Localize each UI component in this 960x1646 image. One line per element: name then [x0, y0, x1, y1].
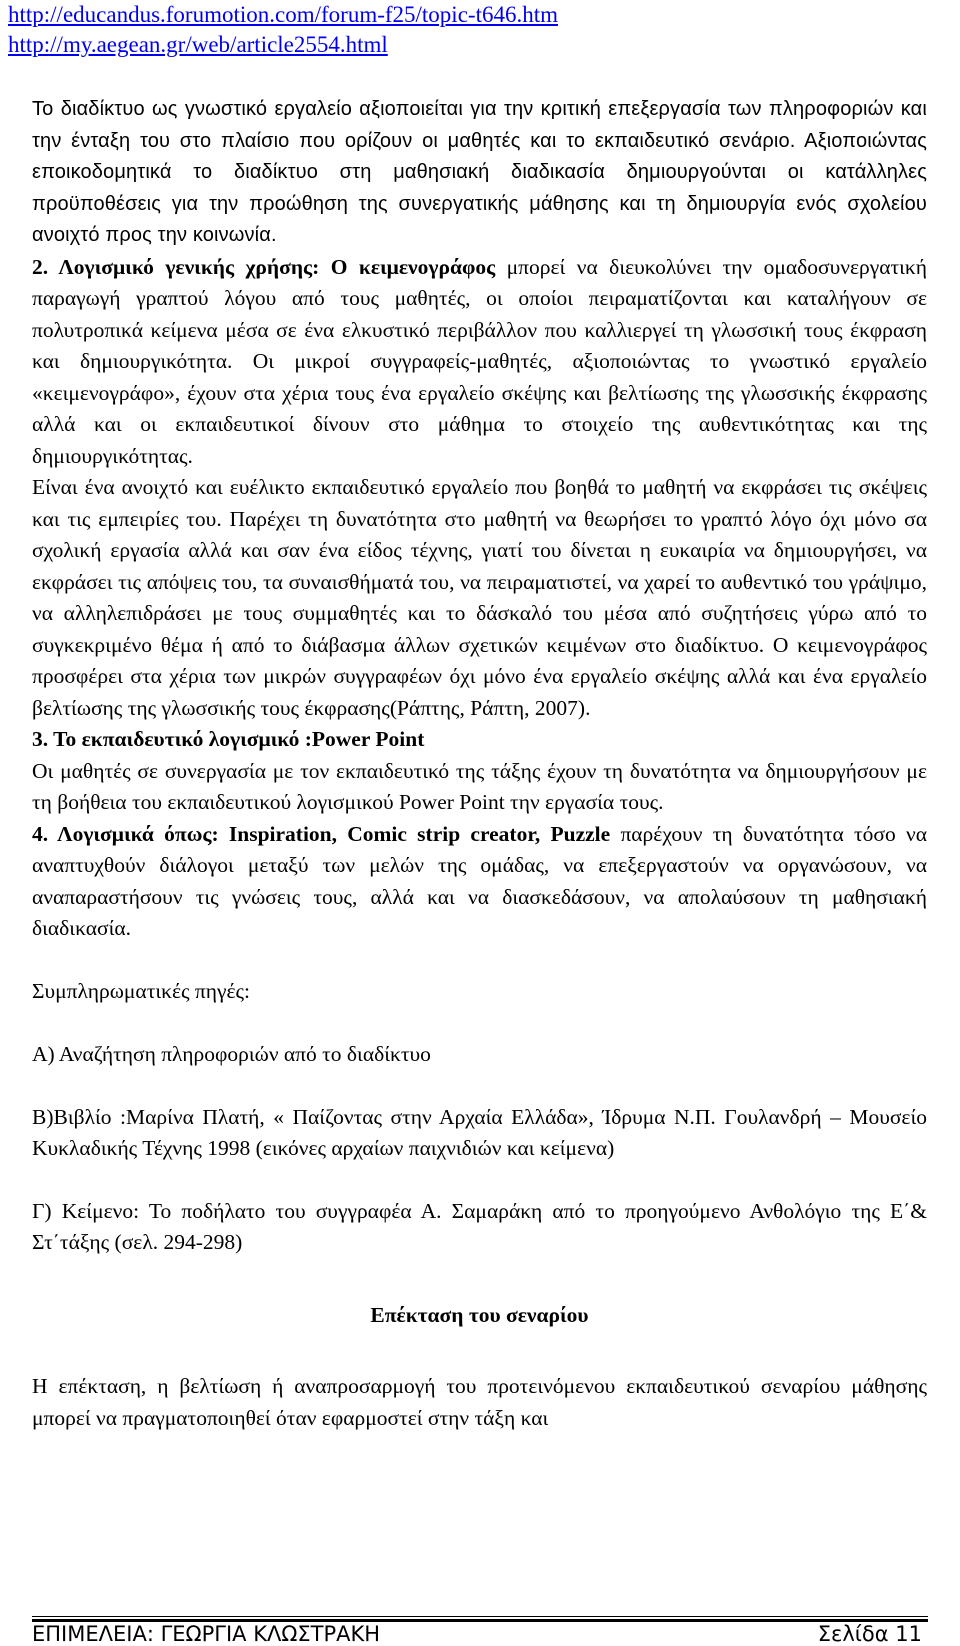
section-3-text: Οι μαθητές σε συνεργασία με τον εκπαιδευτικό της τάξης έχουν τη δυνατότητα να δημιουργήσουν με τη βοήθεια του εκπαιδευτικού λογισμικού Power Point την εργασία τους. — [32, 758, 927, 814]
section-2-paragraph-2: Είναι ένα ανοιχτό και ευέλικτο εκπαιδευτικό εργαλείο που βοηθά το μαθητή να εκφράσει τις σκέψεις και τις εμπειρίες του. Παρέχει τη δυνατότητα στο μαθητή να θεωρήσει το γραπτό λόγο όχι μόνο σα σχολική εργασία αλλά και σαν ένα είδος τέχνης, γιατί του δίνεται η ευκαιρία να δημιουργήσει, να εκφράσει τις απόψεις του, τα συναισθήματά του, να πειραματιστεί, να χαρεί το αυθεντικό του γράψιμο, να αλληλεπιδράσει με τους συμμαθητές και το δάσκαλό του μέσα από συζητήσεις γύρω από το συγκεκριμένο θέμα ή από το διάβασμα άλλων σχετικών κειμένων στο διαδίκτυο. Ο κειμενογράφος προσφέρει στα χέρια των μικρών συγγραφέων όχι μόνο ένα εργαλείο σκέψης αλλά και ένα εργαλείο βελτίωσης της γλωσσικής τους έκφρασης(Ράπτης, Ράπτη, 2007). — [32, 475, 927, 720]
page-footer — [32, 1622, 922, 1646]
extension-title: Επέκταση του σεναρίου — [370, 1302, 589, 1327]
footer-author: ΕΠΙΜΕΛΕΙΑ: ΓΕΩΡΓΙΑ ΚΛΩΣΤΡΑΚΗ — [32, 1622, 381, 1646]
document-body — [32, 94, 927, 1434]
footer-page-number: Σελίδα 11 — [817, 1622, 922, 1646]
source-a: Α) Αναζήτηση πληροφοριών από το διαδίκτυο — [32, 1042, 431, 1066]
section-3-heading: 3. Το εκπαιδευτικό λογισμικό :Power Point — [32, 727, 425, 751]
reference-links — [8, 0, 558, 60]
footer-divider-thin — [32, 1616, 928, 1617]
section-2-paragraph — [32, 252, 927, 473]
section-4-paragraph — [32, 819, 927, 945]
intro-paragraph: Το διαδίκτυο ως γνωστικό εργαλείο αξιοποιείται για την κριτική επεξεργασία των πληροφοριών και την ένταξη του στο πλαίσιο που ορίζουν οι μαθητές και το εκπαιδευτικό σενάριο. Αξιοποιώντας εποικοδομητικά το διαδίκτυο στη μαθησιακή διαδικασία δημιουργούνται οι κατάλληλες προϋποθέσεις για την προώθηση της συνεργατικής μάθησης και τη δημιουργία ενός σχολείου ανοιχτό προς την κοινωνία. — [32, 98, 927, 246]
supplementary-title: Συμπληρωματικές πηγές: — [32, 978, 250, 1003]
section-2-heading: 2. Λογισμικό γενικής χρήσης: Ο κειμενογράφος — [32, 254, 496, 279]
extension-text: Η επέκταση, η βελτίωση ή αναπροσαρμογή του προτεινόμενου εκπαιδευτικού σεναρίου μάθησης μπορεί να πραγματοποιηθεί όταν εφαρμοστεί στην τάξη και — [32, 1374, 927, 1430]
section-4-heading: 4. Λογισμικά όπως: Inspiration, Comic strip creator, Puzzle — [32, 821, 611, 846]
section-2-text: μπορεί να διευκολύνει την ομαδοσυνεργατική παραγωγή γραπτού λόγου από τους μαθητές, οι οποίοι πειραματίζονται και καταλήγουν σε πολυτροπικά κείμενα μέσα σε ένα ελκυστικό περιβάλλον που καλλιεργεί τη γλωσσική τους έκφραση και δημιουργικότητα. Οι μικροί συγγραφείς-μαθητές, αξιοποιώντας το γνωστικό εργαλείο «κειμενογράφο», έχουν στα χέρια τους ένα εργαλείο σκέψης και βελτίωσης της γλωσσικής έκφρασης αλλά και οι εκπαιδευτικοί δίνουν στο μάθημα το στοιχείο της αυθεντικότητας και της δημιουργικότητας. — [32, 254, 927, 468]
link-aegean[interactable]: http://my.aegean.gr/web/article2554.html — [8, 32, 388, 57]
source-b: Β)Βιβλίο :Μαρίνα Πλατή, « Παίζοντας στην Αρχαία Ελλάδα», Ίδρυμα Ν.Π. Γουλανδρή – Μουσείο Κυκλαδικής Τέχνης 1998 (εικόνες αρχαίων παιχνιδιών και κείμενα) — [32, 1104, 927, 1160]
section-4-text: παρέχουν τη δυνατότητα τόσο να αναπτυχθούν διάλογοι μεταξύ των μελών της ομάδας, να επεξεργαστούν να οργανώσουν, να αναπαραστήσουν τις γνώσεις τους, αλλά και να διασκεδάσουν, να απολαύσουν τη μαθησιακή διαδικασία. — [32, 821, 927, 940]
link-educandus[interactable]: http://educandus.forumotion.com/forum-f25/topic-t646.htm — [8, 2, 558, 27]
source-c: Γ) Κείμενο: Το ποδήλατο του συγγραφέα Α. Σαμαράκη από το προηγούμενο Ανθολόγιο της Ε΄& Στ΄τάξης (σελ. 294-298) — [32, 1198, 927, 1254]
